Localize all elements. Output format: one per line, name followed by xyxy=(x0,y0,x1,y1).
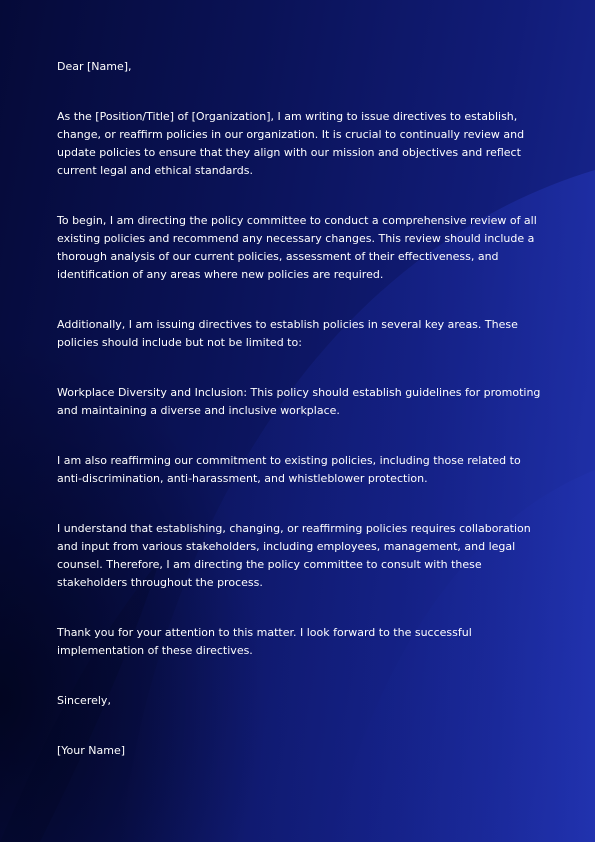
paragraph-review: To begin, I am directing the policy committee to conduct a comprehensive review of all existing policies and recommend any necessary changes. This review should include a thorough analysis of our current policies, assessment of their effectiveness, and identification of any areas where new policies are required. xyxy=(57,214,537,281)
paragraph-thanks: Thank you for your attention to this matter. I look forward to the successful implementation of these directives. xyxy=(57,626,472,657)
closing: Sincerely, xyxy=(57,694,111,707)
letter-body xyxy=(57,58,541,792)
paragraph-diversity-policy: Workplace Diversity and Inclusion: This policy should establish guidelines for promoting and maintaining a diverse and inclusive workplace. xyxy=(57,386,541,417)
paragraph-stakeholders: I understand that establishing, changing, or reaffirming policies requires collaboration and input from various stakeholders, including employees, management, and legal counsel. Therefore, I am directing the policy committee to consult with these stakeholders throughout the process. xyxy=(57,522,531,589)
paragraph-key-areas: Additionally, I am issuing directives to establish policies in several key areas. These policies should include but not be limited to: xyxy=(57,318,518,349)
paragraph-intro: As the [Position/Title] of [Organization], I am writing to issue directives to establish, change, or reaffirm policies in our organization. It is crucial to continually review and update policies to ensure that they align with our mission and objectives and reflect current legal and ethical standards. xyxy=(57,110,525,177)
salutation: Dear [Name], xyxy=(57,60,132,73)
paragraph-reaffirm: I am also reaffirming our commitment to existing policies, including those related to anti-discrimination, anti-harassment, and whistleblower protection. xyxy=(57,454,521,485)
signature: [Your Name] xyxy=(57,744,126,757)
